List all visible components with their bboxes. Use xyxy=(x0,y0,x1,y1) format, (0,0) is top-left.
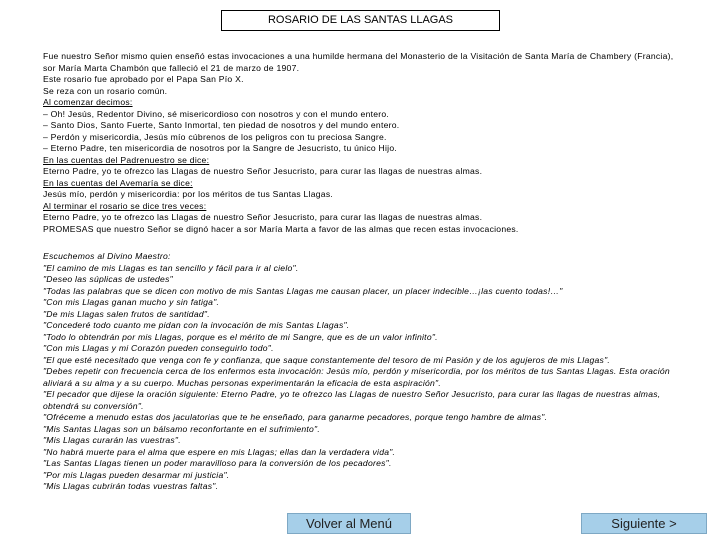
promise-quote: "Mis Llagas cubrirán todas vuestras faltas". xyxy=(43,481,219,491)
promise-quote: "Las Santas Llagas tienen un poder maravilloso para la conversión de los pecadores". xyxy=(43,458,392,468)
paragraph: Se reza con un rosario común. xyxy=(43,85,168,96)
promise-quote: "El camino de mis Llagas es tan sencillo y fácil para ir al cielo". xyxy=(43,262,299,273)
paragraph: PROMESAS que nuestro Señor se dignó hacer a sor María Marta a favor de las almas que recen estas invocaciones. xyxy=(43,223,519,234)
promise-quote: "El pecador que dijese la oración siguiente: Eterno Padre, yo te ofrezco las Llagas de nuestro Señor Jesucristo, para curar las llagas de nuestras almas, obtendrá su conversión". xyxy=(43,389,661,411)
promise-quote: "El que esté necesitado que venga con fe y confianza, que saque constantemente del tesoro de mi Pasión y de los agujeros de mis Llagas". xyxy=(43,354,611,365)
promise-quote: "Debes repetir con frecuencia cerca de los enfermos esta invocación: Jesús mío, perdón y misericordia, por los méritos de tus Santas Llagas. Esta oración aliviará a su alma y a su cuerpo. Muchas personas experimentarán la eficacia de esta aspiración". xyxy=(43,366,670,388)
next-button[interactable]: Siguiente > xyxy=(581,513,707,534)
paragraph: Eterno Padre, yo te ofrezco las Llagas de nuestro Señor Jesucristo, para curar las llagas de nuestras almas. xyxy=(43,166,483,176)
section-heading: En las cuentas del Padrenuestro se dice: xyxy=(43,154,210,165)
paragraph: – Oh! Jesús, Redentor Divino, sé misericordioso con nosotros y con el mundo entero. xyxy=(43,108,390,119)
paragraph: Este rosario fue aprobado por el Papa San Pío X. xyxy=(43,74,244,84)
promise-quote: "Concederé todo cuanto me pidan con la invocación de mis Santas Llagas". xyxy=(43,320,350,330)
section-heading: Al terminar el rosario se dice tres veces: xyxy=(43,200,207,211)
paragraph: Jesús mío, perdón y misericordia: por los méritos de tus Santas Llagas. xyxy=(43,189,334,199)
intro-section xyxy=(43,51,683,235)
page-title: ROSARIO DE LAS SANTAS LLAGAS xyxy=(221,10,500,31)
promise-quote: "Mis Santas Llagas son un bálsamo reconfortante en el sufrimiento". xyxy=(43,423,320,434)
paragraph: – Santo Dios, Santo Fuerte, Santo Inmortal, ten piedad de nosotros y del mundo entero. xyxy=(43,120,400,130)
promises-section xyxy=(43,251,683,493)
promise-quote: "Mis Llagas curarán las vuestras". xyxy=(43,435,181,445)
promises-intro: Escuchemos al Divino Maestro: xyxy=(43,251,171,261)
promise-quote: "Con mis Llagas y mi Corazón pueden conseguirlo todo". xyxy=(43,343,274,353)
promise-quote: "Todas las palabras que se dicen con motivo de mis Santas Llagas me causan placer, un placer indecible…¡las cuento todas!…" xyxy=(43,285,563,296)
promise-quote: "Ofréceme a menudo estas dos jaculatorias que te he enseñado, para ganarme pecadores, porque tengo hambre de almas". xyxy=(43,412,548,422)
promise-quote: "Todo lo obtendrán por mis Llagas, porque es el mérito de mi Sangre, que es de un valor infinito". xyxy=(43,331,438,342)
promise-quote: "Deseo las súplicas de ustedes" xyxy=(43,274,173,284)
paragraph: – Perdón y misericordia, Jesús mío cúbrenos de los peligros con tu preciosa Sangre. xyxy=(43,131,387,142)
promise-quote: "De mis Llagas salen frutos de santidad". xyxy=(43,308,210,319)
promise-quote: "Por mis Llagas pueden desarmar mi justicia". xyxy=(43,469,230,480)
back-to-menu-button[interactable]: Volver al Menú xyxy=(287,513,411,534)
paragraph: Fue nuestro Señor mismo quien enseñó estas invocaciones a una humilde hermana del Monasterio de la Visitación de Santa María de Chambery (Francia), sor María Marta Chambón que falleció el 21 de marzo de 1907. xyxy=(43,51,674,73)
promise-quote: "No habrá muerte para el alma que espere en mis Llagas; ellas dan la verdadera vida". xyxy=(43,446,396,457)
promise-quote: "Con mis Llagas ganan mucho y sin fatiga". xyxy=(43,297,220,307)
paragraph: – Eterno Padre, ten misericordia de nosotros por la Sangre de Jesucristo, tu único Hijo. xyxy=(43,143,397,153)
section-heading: Al comenzar decimos: xyxy=(43,97,133,107)
paragraph: Eterno Padre, yo te ofrezco las Llagas de nuestro Señor Jesucristo, para curar las llagas de nuestras almas. xyxy=(43,212,483,222)
section-heading: En las cuentas del Avemaría se dice: xyxy=(43,177,193,188)
